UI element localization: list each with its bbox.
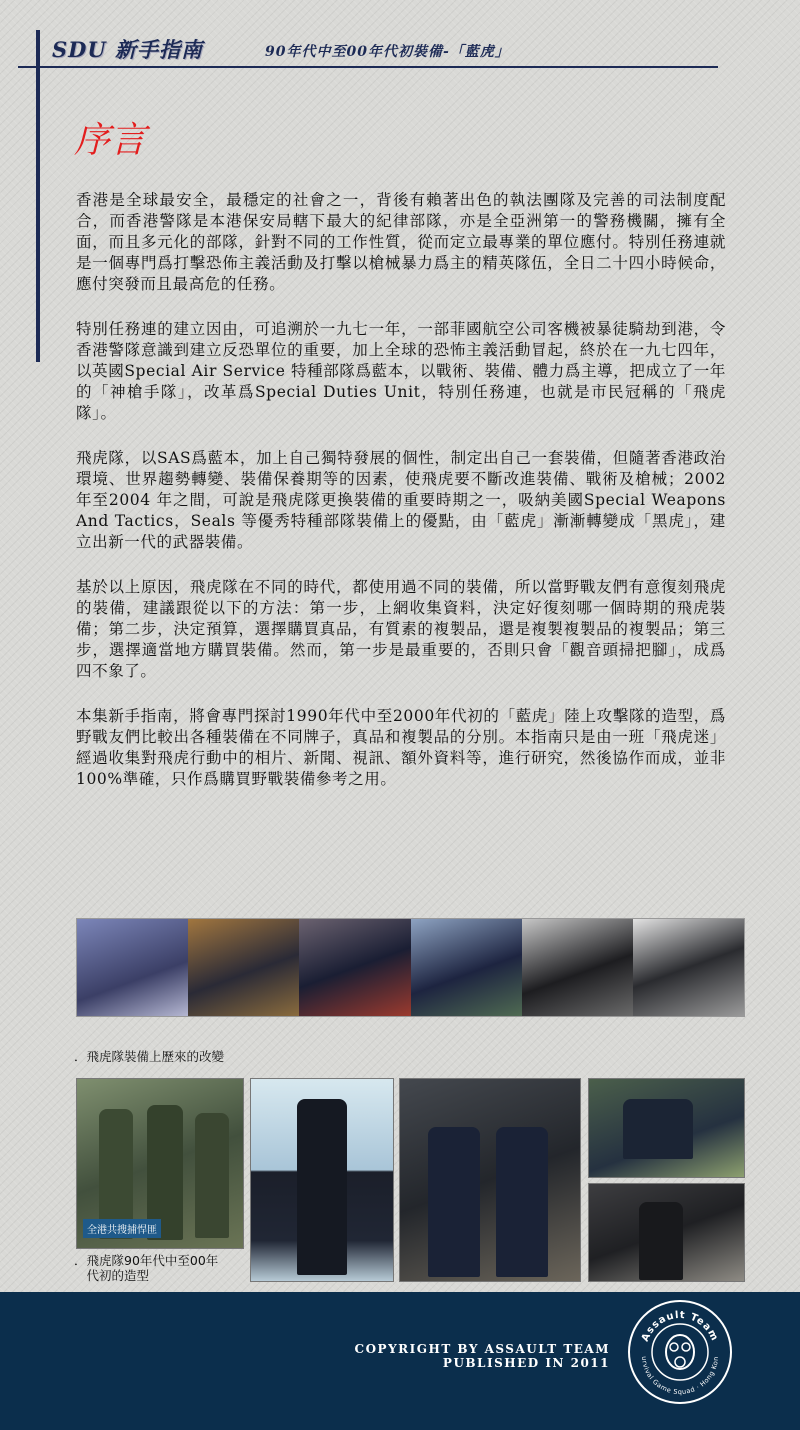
paragraph-1: 香港是全球最安全，最穩定的社會之一，背後有賴著出色的執法團隊及完善的司法制度配合，而香港警隊是本港保安局轄下最大的紀律部隊，亦是全亞洲第一的警務機關，擁有全面，而且多元化的部隊，針對不同的工作性質，從而定立最專業的單位應付。特別任務連就是一個專門爲打擊恐佈主義活動及打擊以槍械暴力爲主的精英隊伍，全日二十四小時候命，應付突發而且最高危的任務。	[76, 191, 726, 293]
assault-team-logo	[628, 1300, 732, 1404]
footer-credits	[355, 1342, 610, 1370]
header-vertical-rule	[36, 30, 40, 362]
equipment-history-photo-strip	[76, 918, 745, 1017]
era-caption	[74, 1253, 254, 1283]
paragraph-2: 特別任務連的建立因由，可追溯於一九七一年，一部菲國航空公司客機被暴徒騎劫到港，令香港警隊意識到建立反恐單位的重要，加上全球的恐怖主義活動冒起，終於在一九七四年，以英國Special Air Service 特種部隊爲藍本，以戰術、裝備、體力爲主導，把成立了一年的「神槍手隊」，改革爲Special Duties Unit，特別任務連，也就是市民冠稱的「飛虎隊」。	[76, 320, 726, 422]
paragraph-4: 基於以上原因，飛虎隊在不同的時代，都使用過不同的裝備，所以當野戰友們有意復刻飛虎的裝備，建議跟從以下的方法：第一步，上網收集資料，決定好復刻哪一個時期的飛虎裝備；第二步，決定預算，選擇購買真品，有質素的複製品，還是複製複製品的複製品；第三步，選擇適當地方購買裝備。然而，第一步是最重要的，否則只會「觀音頭掃把腳」，成爲四不象了。	[76, 578, 726, 680]
officer-portrait-photo	[250, 1078, 394, 1282]
svg-text:Assault Team	[640, 1310, 720, 1343]
strip-photo-2	[188, 919, 299, 1016]
officer-figure	[496, 1127, 548, 1277]
published-text: PUBLISHED IN 2011	[442, 1356, 610, 1370]
paragraph-5: 本集新手指南，將會專門探討1990年代中至2000年代初的「藍虎」陸上攻擊隊的造型，爲野戰友們比較出各種裝備在不同牌子，真品和複製品的分別。本指南只是由一班「飛虎迷」經過收集對飛虎行動中的相片、新聞、視訊、額外資料等，進行研究，然後協作而成，並非100%準確，只作爲購買野戰裝備參考之用。	[76, 707, 726, 788]
header-rule	[18, 66, 718, 68]
tactical-team-photo	[588, 1078, 745, 1178]
strip-photo-3	[299, 919, 410, 1016]
strip-caption: ．飛虎隊裝備上歷來的改變	[74, 1049, 225, 1064]
officer-figure	[297, 1099, 347, 1275]
officer-figure	[639, 1202, 683, 1280]
footer	[0, 1292, 800, 1430]
intro-body	[76, 190, 726, 814]
copyright-text: COPYRIGHT BY ASSAULT TEAM	[354, 1342, 610, 1356]
paragraph-3: 飛虎隊，以SAS爲藍本，加上自己獨特發展的個性，制定出自己一套裝備，但隨著香港政治環境、世界趨勢轉變、裝備保養期等的因素，使飛虎要不斷改進裝備、戰術及槍械；2002年至2004 年之間，可說是飛虎隊更換裝備的重要時期之一，吸納美國Special Weapons And Tactics，Seals 等優秀特種部隊裝備上的優點，由「藍虎」漸漸轉變成「黑虎」，建立出新一代的武器裝備。	[76, 449, 726, 551]
header-brand: SDU 新手指南	[52, 37, 204, 62]
officer-figure	[195, 1113, 229, 1238]
newspaper-photo	[76, 1078, 244, 1249]
era-caption-text: ．飛虎隊90年代中至00年 代初的造型	[74, 1253, 219, 1283]
gas-mask-officers-photo	[399, 1078, 581, 1282]
gas-mask-icon	[630, 1302, 730, 1402]
strip-photo-6	[633, 919, 744, 1016]
section-title: 序言	[74, 120, 147, 161]
strip-photo-5	[522, 919, 633, 1016]
entry-team-photo	[588, 1183, 745, 1282]
officer-figure	[428, 1127, 480, 1277]
svg-text:Survival Game Squad · Hong Kon	[630, 1302, 720, 1396]
strip-photo-1	[77, 919, 188, 1016]
newspaper-label: 全港共搜捕悍匪	[83, 1219, 161, 1238]
logo-bottom-text: urvival Game Squad · Hong Kon	[639, 1356, 721, 1397]
header-subtitle: 90年代中至00年代初裝備-「藍虎」	[265, 44, 510, 60]
officer-figure	[623, 1099, 693, 1159]
logo-top-text: Assault Team	[639, 1309, 721, 1344]
strip-photo-4	[411, 919, 522, 1016]
